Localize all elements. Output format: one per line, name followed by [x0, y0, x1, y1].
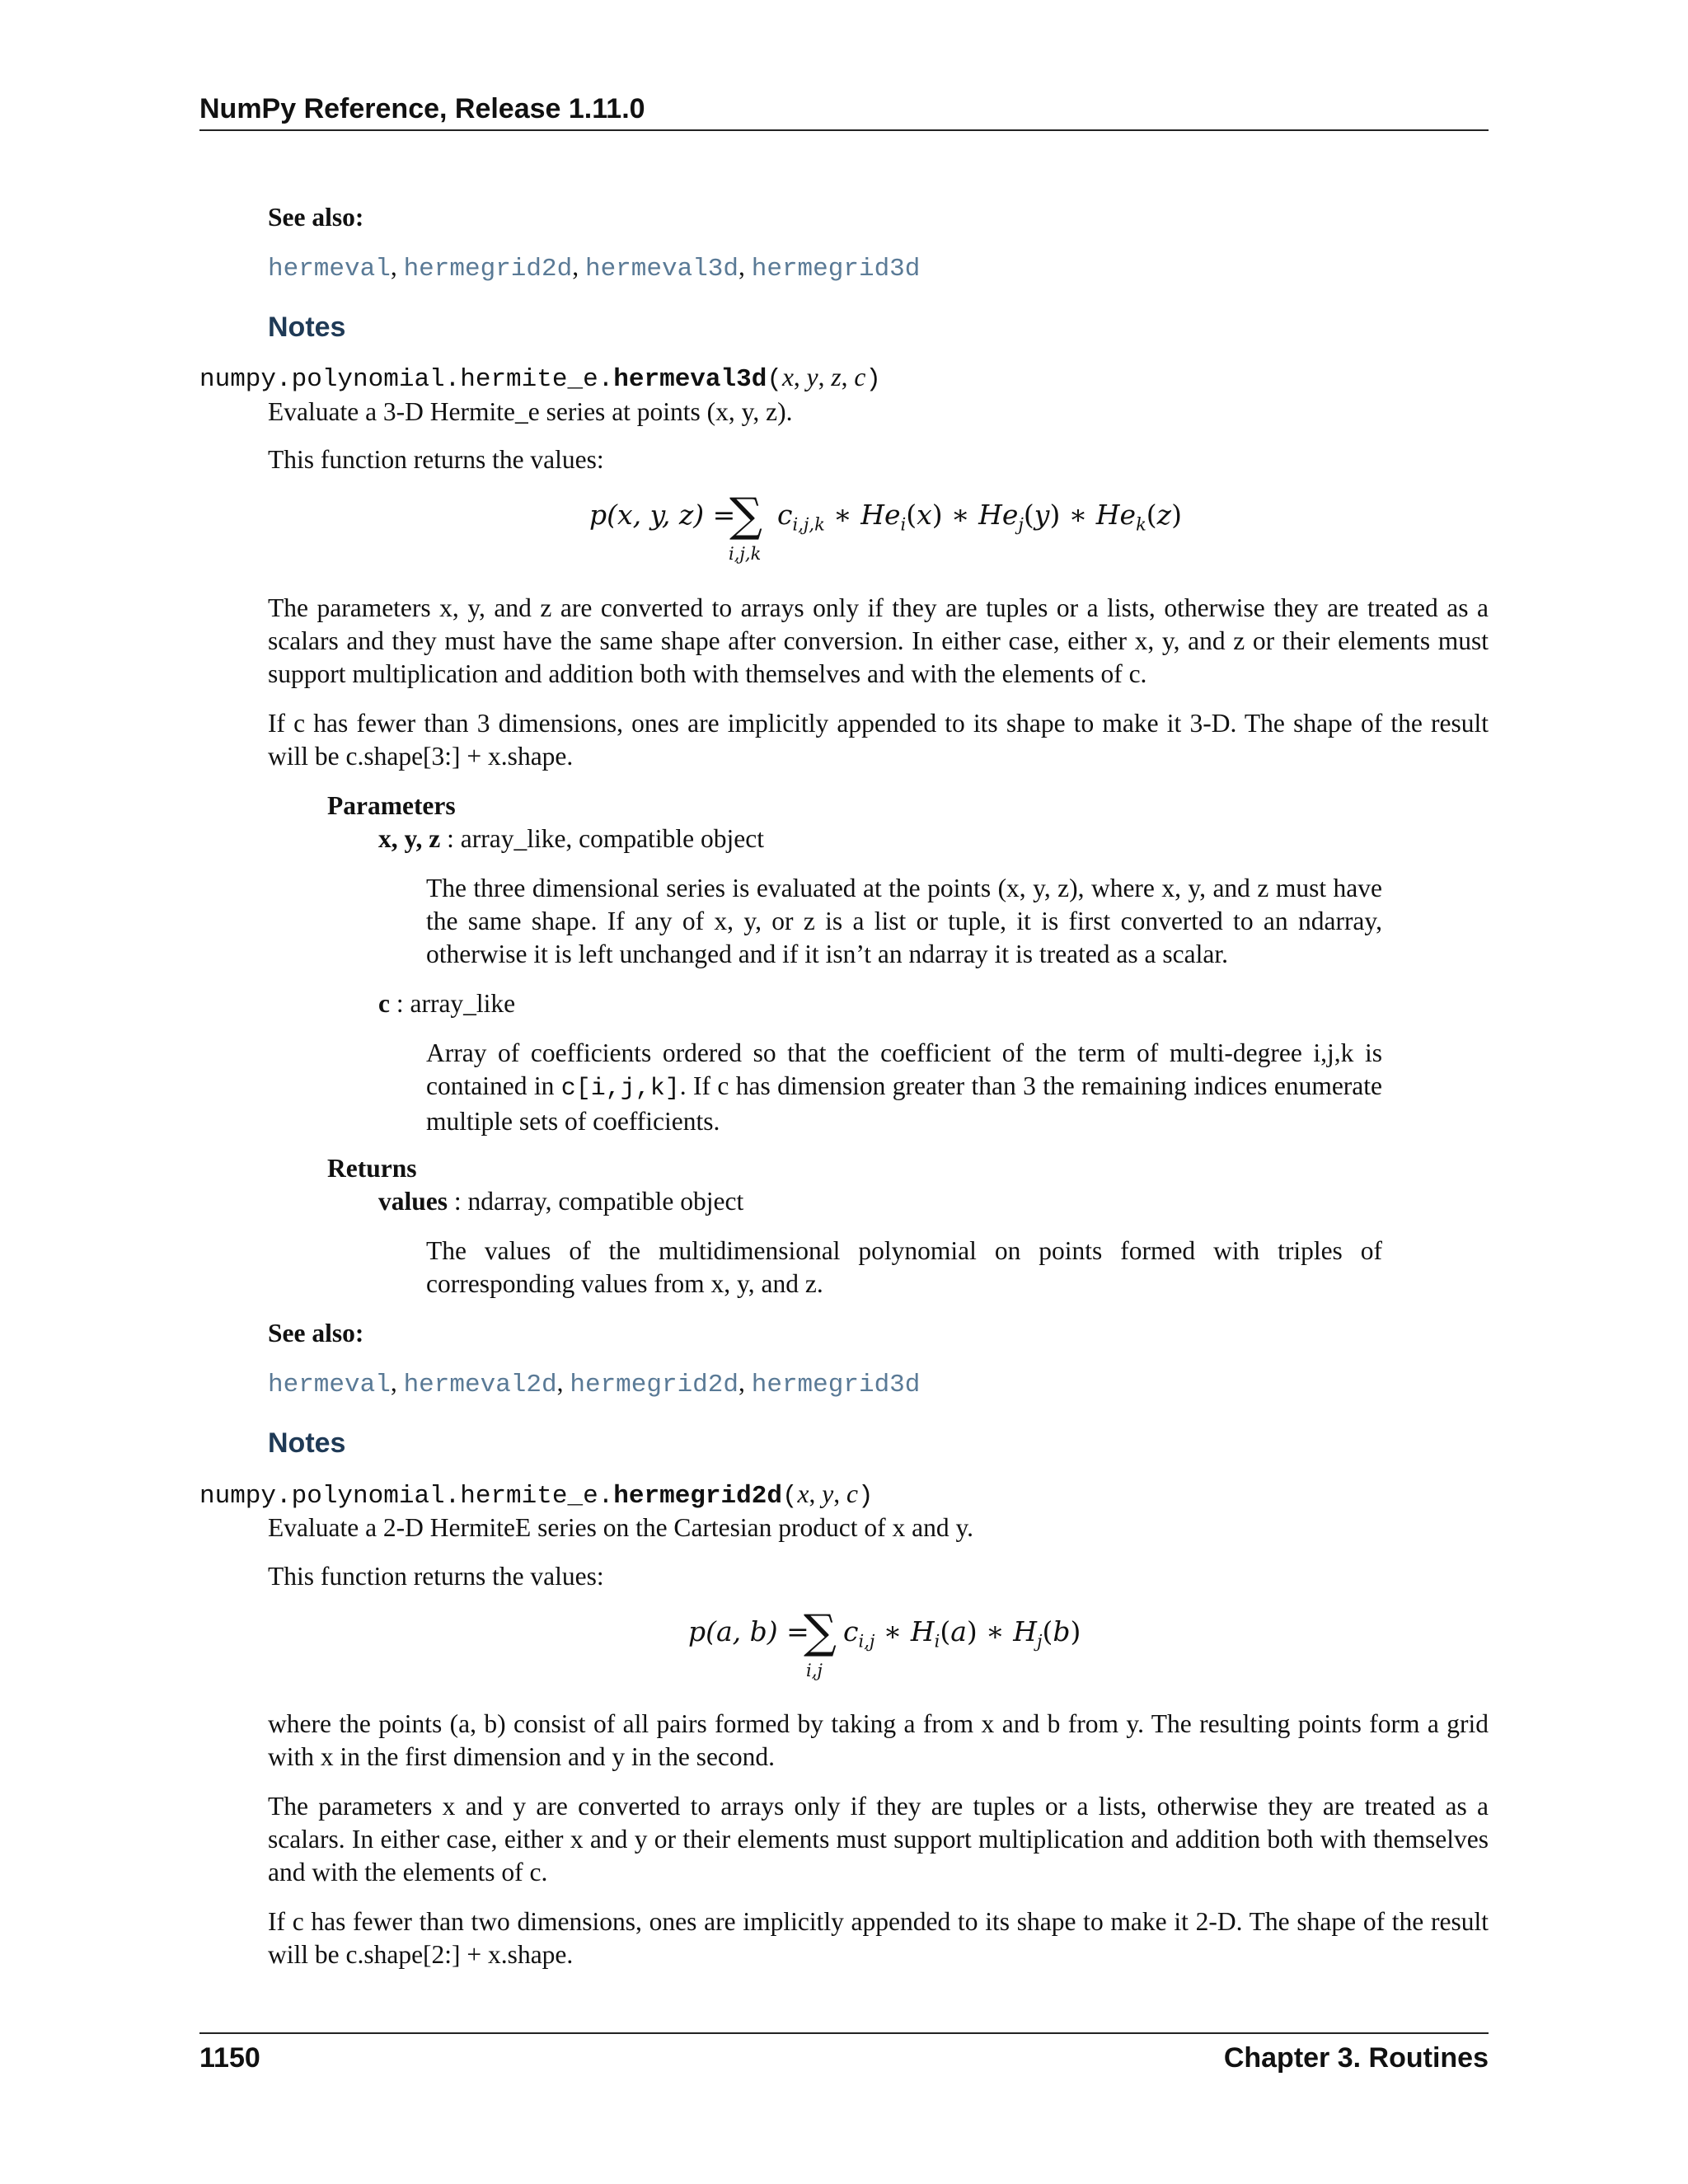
paragraph-params-conversion [268, 592, 1489, 691]
sig-name[interactable]: hermeval3d [613, 365, 767, 394]
formula-rhs: $c_{i,j,k}$ ∗ $He_i(x)$ ∗ $He_j(y)$ ∗ $He_k(z)$ [777, 499, 1182, 535]
sum-subscript: i,j,k [729, 544, 762, 564]
paragraph-text: The parameters x and y are converted to arrays only if they are tuples or a lists, otherwise they are treated as a scalars. In either case, either x and y or their elements must support multiplication and addition both with themselves and with the elements of c. [268, 1792, 1489, 1886]
return-values [378, 1185, 743, 1218]
header-rule [199, 129, 1489, 131]
param-xyz [378, 823, 764, 855]
sig-arg: z [831, 363, 842, 391]
paragraph-text: The parameters x, y, and z are converted to arrays only if they are tuples or a lists, otherwise they are treated as a scalars and they must have the same shape after conversion. In either case, either x, y, and z or their elements must support multiplication and addition both with themselves and with the elements of c. [268, 593, 1489, 688]
notes-heading: Notes [268, 1427, 346, 1459]
formula-hermegrid2d [688, 1615, 809, 1647]
inline-code: c[i,j,k] [560, 1075, 680, 1103]
sig-arg: x [797, 1479, 809, 1508]
desc-text: Array of coefficients ordered so that the coefficient of the term of multi-degree i,j,k is contained in [426, 1038, 1382, 1100]
link-hermegrid2d[interactable]: hermegrid2d [403, 255, 573, 284]
paragraph-dimensions [268, 1905, 1489, 1971]
link-hermeval2d[interactable]: hermeval2d [403, 1371, 557, 1399]
sum-subscript: i,j [806, 1661, 823, 1680]
sig-name[interactable]: hermegrid2d [613, 1482, 782, 1511]
sig-arg: y [822, 1479, 834, 1508]
param-type: : array_like, compatible object [440, 824, 764, 853]
summary-hermeval3d: Evaluate a 3-D Hermite_e series at points (x, y, z). [268, 397, 793, 426]
formula-lhs: p(x, y, z) = [589, 499, 736, 531]
link-hermegrid2d[interactable]: hermegrid2d [570, 1371, 738, 1399]
sig-prefix: numpy.polynomial.hermite_e. [199, 1482, 614, 1511]
footer-rule [199, 2032, 1489, 2034]
param-c [378, 987, 515, 1020]
signature-hermegrid2d: numpy.polynomial.hermite_e.hermegrid2d(x, y, c) [199, 1479, 874, 1511]
param-c-desc [426, 1037, 1382, 1138]
running-header: NumPy Reference, Release 1.11.0 [199, 93, 645, 124]
sig-arg: y [806, 363, 818, 391]
param-name: x, y, z [378, 824, 441, 853]
returns-label: Returns [327, 1154, 417, 1183]
param-xyz-desc: The three dimensional series is evaluated at the points (x, y, z), where x, y, and z must have the same shape. If any of x, y, or z is a list or tuple, it is first converted to an ndarray, otherwise it is left unchanged and if it isn’t an ndarray it is treated as a scalar. [426, 874, 1382, 968]
formula-rhs: $c_{i,j}$ ∗ $H_i(a)$ ∗ $H_j(b)$ [843, 1615, 1081, 1652]
parameters-label: Parameters [327, 791, 456, 820]
sig-arg: c [846, 1479, 858, 1508]
see-also-label: See also: [268, 1319, 364, 1347]
signature-hermeval3d: numpy.polynomial.hermite_e.hermeval3d(x, y, z, c) [199, 363, 882, 394]
paragraph-text: where the points (a, b) consist of all pairs formed by taking a from x and b from y. The resulting points form a grid with x in the first dimension and y in the second. [268, 1709, 1489, 1771]
summary-hermegrid2d: Evaluate a 2-D HermiteE series on the Cartesian product of x and y. [268, 1513, 974, 1542]
notes-heading: Notes [268, 312, 346, 343]
sum-symbol: ∑ [804, 1605, 837, 1659]
link-hermegrid3d[interactable]: hermegrid3d [751, 1371, 921, 1399]
link-hermeval[interactable]: hermeval [268, 1371, 391, 1399]
paragraph-grid-points [268, 1708, 1489, 1774]
paragraph-params-conversion [268, 1790, 1489, 1889]
paragraph-text: If c has fewer than two dimensions, ones are implicitly appended to its shape to make it 2-D. The shape of the result will be c.shape[2:] + x.shape. [268, 1907, 1489, 1969]
return-desc: The values of the multidimensional polynomial on points formed with triples of corresponding values from x, y, and z. [426, 1236, 1382, 1298]
sig-prefix: numpy.polynomial.hermite_e. [199, 365, 614, 394]
see-also-links: hermeval, hermegrid2d, hermeval3d, hermegrid3d [268, 252, 921, 284]
desc-text: . If c has dimension greater than 3 the remaining indices enumerate multiple sets of coefficients. [426, 1071, 1383, 1136]
link-hermegrid3d[interactable]: hermegrid3d [751, 255, 921, 284]
returns-intro: This function returns the values: [268, 1562, 604, 1591]
formula-lhs: p(a, b) = [688, 1615, 809, 1647]
link-hermeval[interactable]: hermeval [268, 255, 391, 284]
chapter-title: Chapter 3. Routines [1223, 2042, 1489, 2074]
see-also-label: See also: [268, 203, 364, 232]
return-type: : ndarray, compatible object [448, 1187, 744, 1216]
returns-intro: This function returns the values: [268, 445, 604, 474]
sig-arg: x [781, 363, 794, 391]
sum-symbol: ∑ [729, 489, 762, 542]
param-name: c [378, 989, 390, 1018]
link-hermeval3d[interactable]: hermeval3d [584, 255, 738, 284]
sig-arg: c [854, 363, 866, 391]
formula-hermeval3d [589, 499, 735, 531]
return-name: values [378, 1187, 448, 1216]
see-also-links: hermeval, hermeval2d, hermegrid2d, hermegrid3d [268, 1368, 921, 1399]
param-type: : array_like [389, 989, 516, 1018]
paragraph-text: If c has fewer than 3 dimensions, ones are implicitly appended to its shape to make it 3-D. The shape of the result will be c.shape[3:] + x.shape. [268, 709, 1489, 771]
paragraph-dimensions [268, 707, 1489, 773]
page-number: 1150 [199, 2042, 260, 2074]
